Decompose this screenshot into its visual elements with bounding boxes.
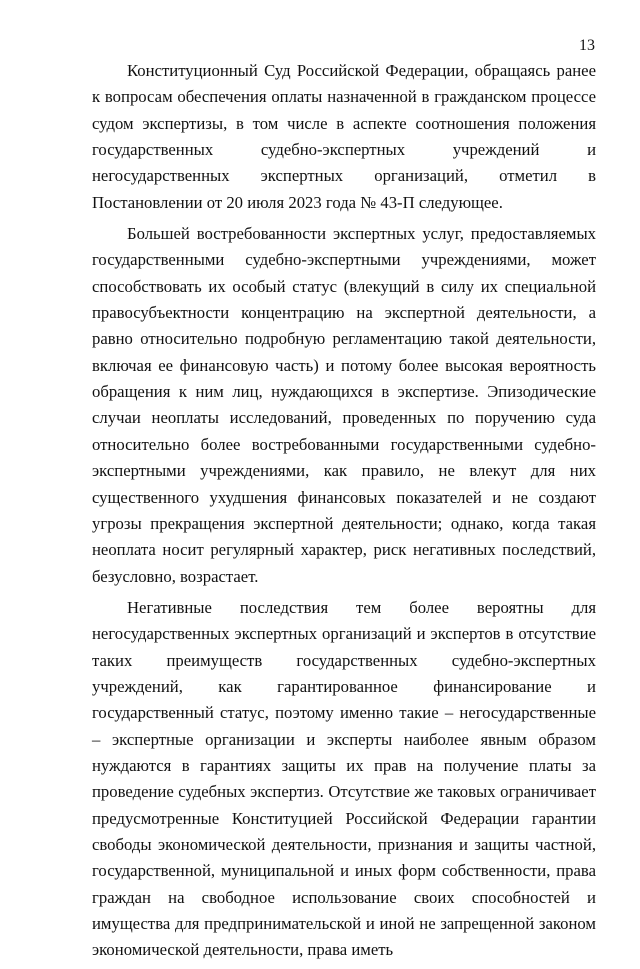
page-number: 13 <box>579 37 595 54</box>
paragraph-2: Большей востребованности экспертных услуг, предоставляемых государственными судебно-экспертными учреждениями, может способствовать их особый статус (влекущий в силу их специальной правосубъектности концентрацию на экспертной деятельности, а равно относительно подробную регламентацию такой деятельности, включая ее финансовую часть) и потому более высокая вероятность обращения к ним лиц, нуждающихся в экспертизе. Эпизодические случаи неоплаты исследований, проведенных по поручению суда относительно более востребованными государственными судебно-экспертными учреждениями, как правило, не влекут для них существенного ухудшения финансовых показателей и не создают угрозы прекращения экспертной деятельности; однако, когда такая неоплата носит регулярный характер, риск негативных последствий, безусловно, возрастает. <box>92 224 596 586</box>
paragraph-1: Конституционный Суд Российской Федерации, обращаясь ранее к вопросам обеспечения оплаты назначенной в гражданском процессе судом экспертизы, в том числе в аспекте соотношения положения государственных судебно-экспертных учреждений и негосударственных экспертных организаций, отметил в Постановлении от 20 июля 2023 года № 43-П следующее. <box>92 61 596 212</box>
paragraph-3: Негативные последствия тем более вероятны для негосударственных экспертных организаций и экспертов в отсутствие таких преимуществ государственных судебно-экспертных учреждений, как гарантированное финансирование и государственный статус, поэтому именно такие – негосударственные – экспертные организации и эксперты наиболее явным образом нуждаются в гарантиях защиты их прав на получение платы за проведение судебных экспертиз. Отсутствие же таковых ограничивает предусмотренные Конституцией Российской Федерации гарантии свободы экономической деятельности, признания и защиты частной, государственной, муниципальной и иных форм собственности, права граждан на свободное использование своих способностей и имущества для предпринимательской и иной не запрещенной законом экономической деятельности, права иметь <box>92 597 596 960</box>
document-body <box>92 58 596 969</box>
